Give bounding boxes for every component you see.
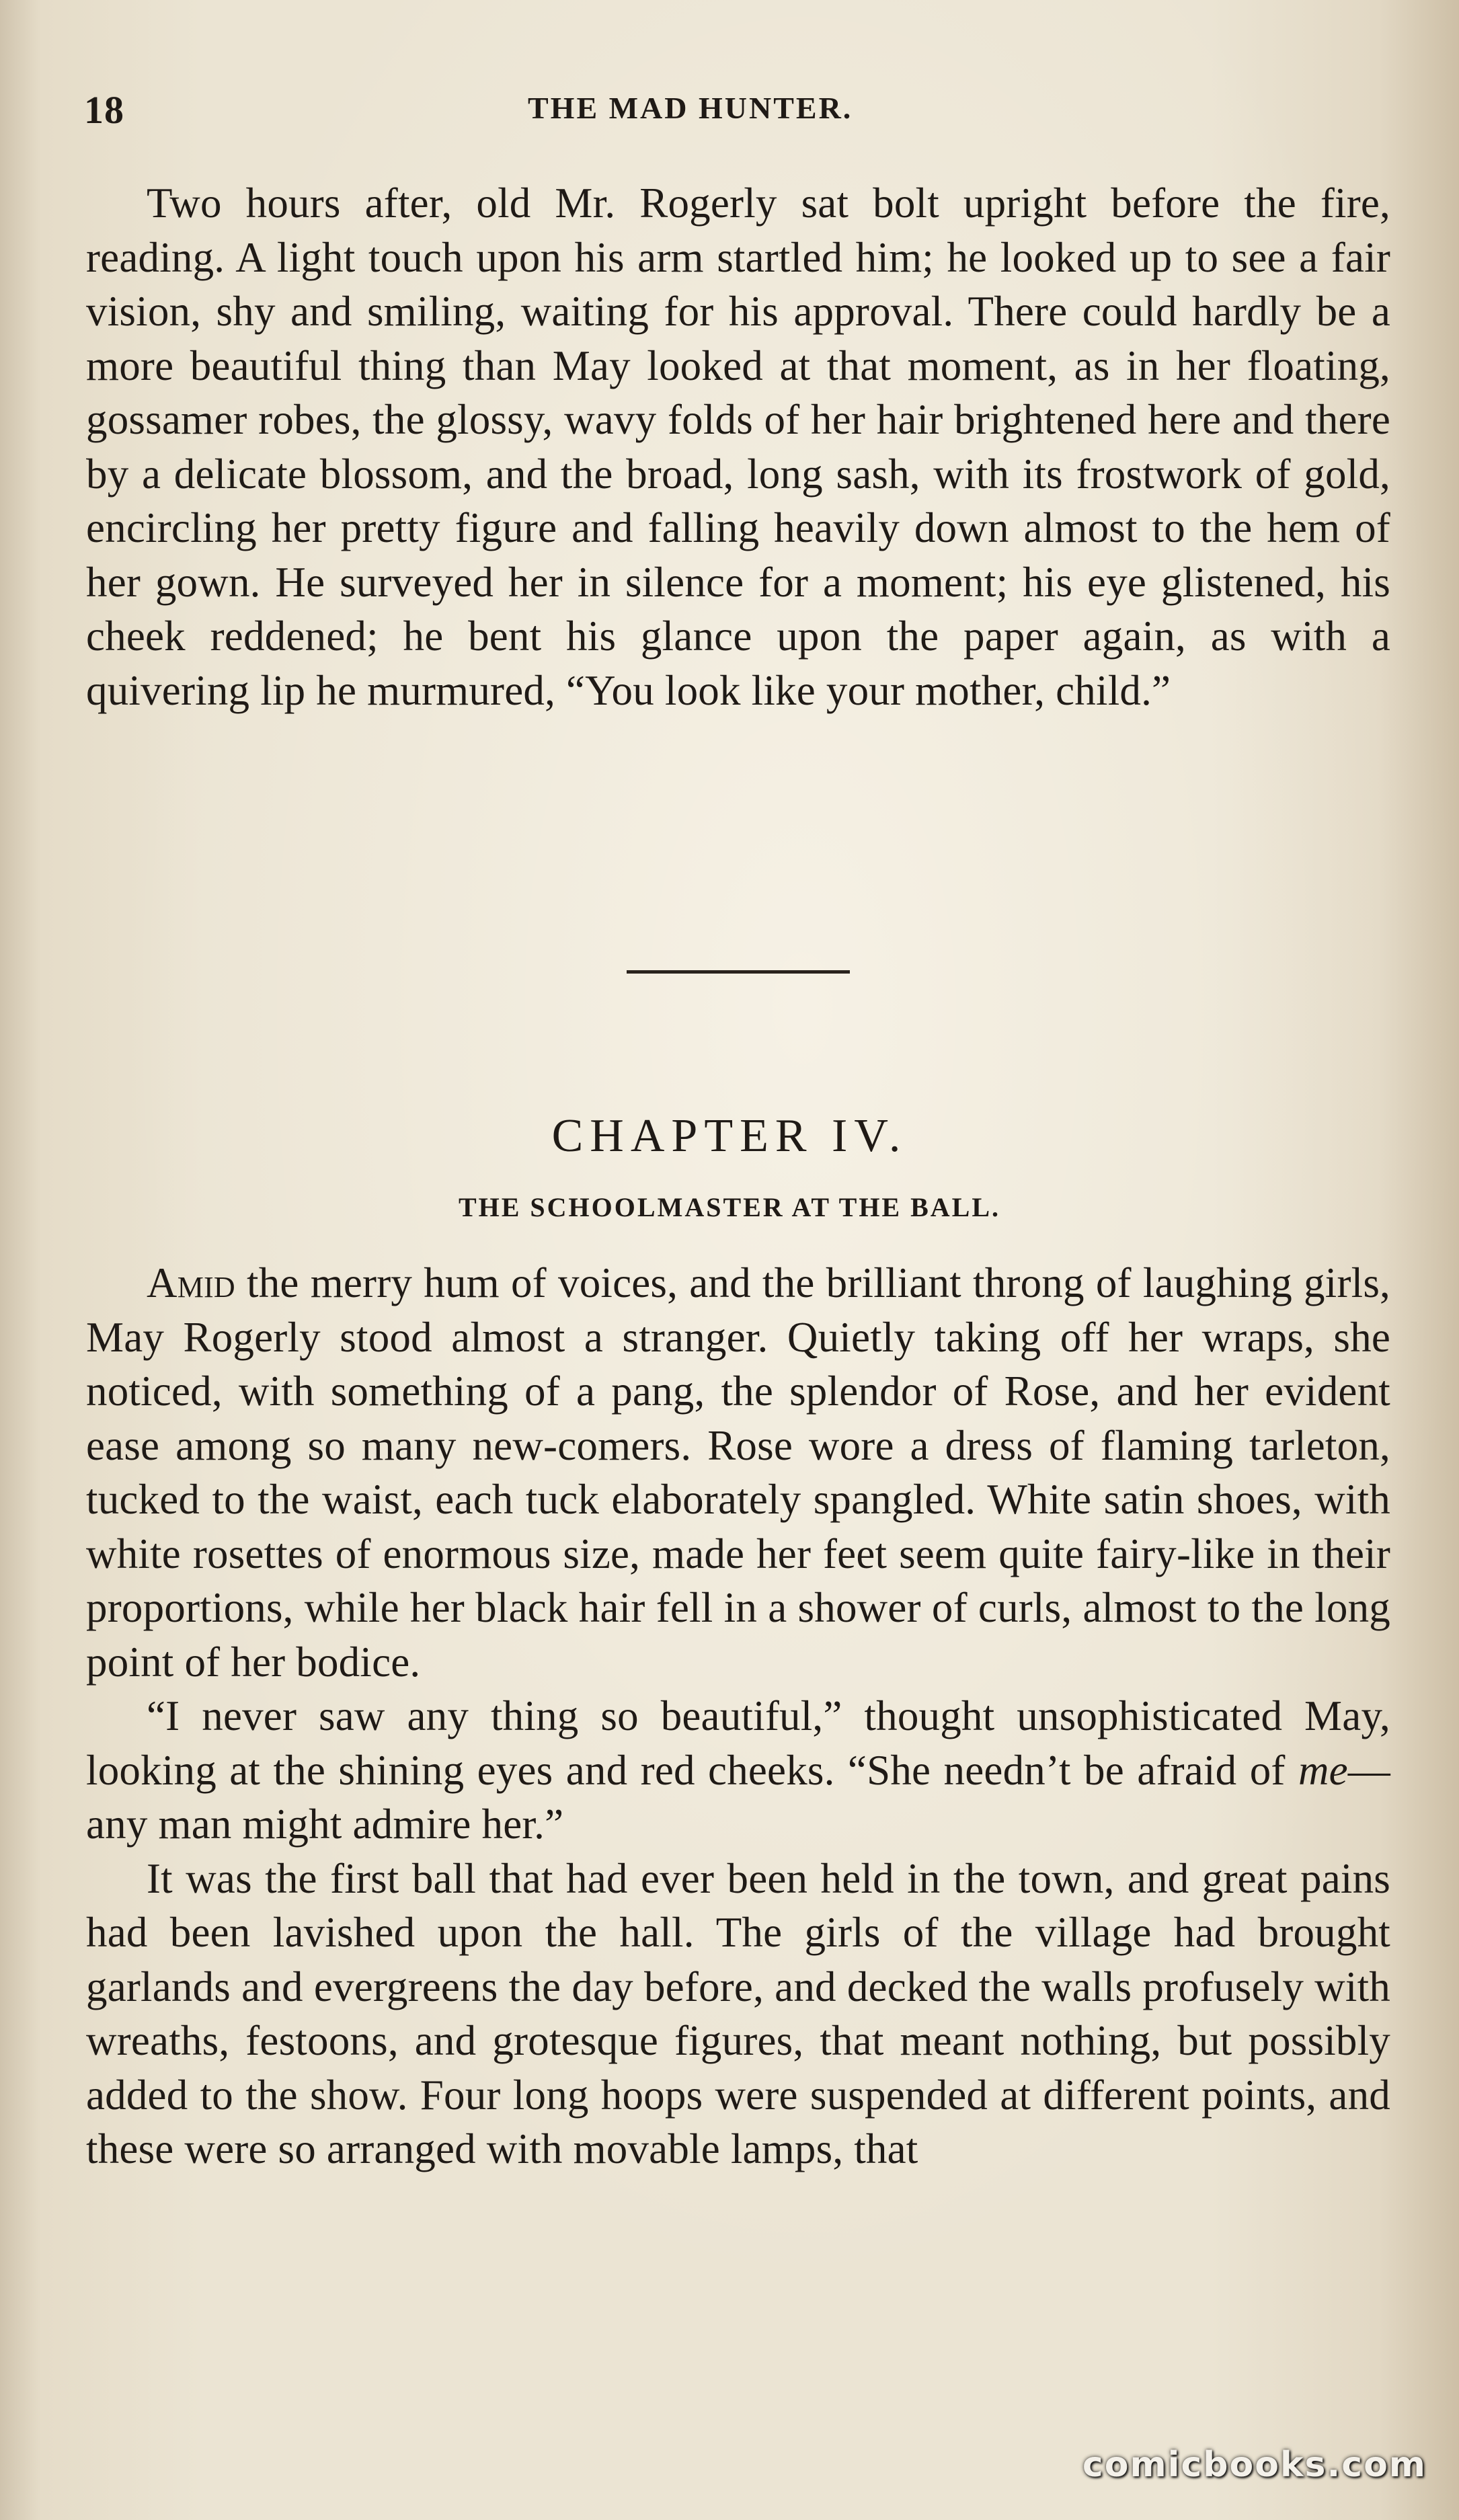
paragraph-text: the merry hum of voices, and the brilliant throng of laughing girls, May Rogerly stood almost a stranger. Quietly taking off her wraps, she noticed, with something of a pang, the splendor of Rose, and her evident ease among so many new-comers. Rose wore a dress of flaming tarleton, tucked to the waist, each tuck elaborately spangled. White satin shoes, with white rosettes of enormous size, made her feet seem quite fairy-like in their proportions, while her black hair fell in a shower of curls, almost to the long point of her bodice. xyxy=(86,1259,1390,1686)
chapter-title: CHAPTER IV. xyxy=(551,1110,908,1162)
page-number: 18 xyxy=(84,88,124,132)
emphasis-text: me xyxy=(1298,1746,1348,1794)
page-header xyxy=(84,81,1392,141)
paragraph: Two hours after, old Mr. Rogerly sat bolt upright before the fire, reading. A light touch upon his arm startled him; he looked up to see a fair vision, shy and smiling, waiting for his approval. There could hardly be a more beautiful thing than May looked at that moment, as in her floating, gossamer robes, the glossy, wavy folds of her hair brightened here and there by a delicate blossom, and the broad, long sash, with its frostwork of gold, encircling her pretty figure and falling heavily down almost to the hem of her gown. He surveyed her in silence for a moment; his eye glistened, his cheek reddened; he bent his glance upon the paper again, as with a quivering lip he murmured, “You look like your mother, child.” xyxy=(86,180,1390,714)
paragraph-text: —any man might admire her.” xyxy=(86,1746,1390,1848)
paragraph-text: “I never saw any thing so beautiful,” thought unsophisticated May, looking at the shining eyes and red cheeks. “She needn’t be afraid of xyxy=(86,1692,1390,1794)
watermark: comicbooks.com xyxy=(1082,2445,1427,2485)
text-block-chapter-body xyxy=(86,1256,1390,2176)
text-block-before-chapter xyxy=(86,176,1390,717)
paragraph: It was the first ball that had ever been held in the town, and great pains had been lavished upon the hall. The girls of the village had brought garlands and evergreens the day before, and decked the walls profusely with wreaths, festoons, and grotesque figures, that meant nothing, but possibly added to the show. Four long hoops were suspended at different points, and these were so arranged with movable lamps, that xyxy=(86,1854,1390,2172)
running-head: THE MAD HUNTER. xyxy=(528,91,853,125)
section-divider-rule xyxy=(627,970,850,974)
paragraph xyxy=(86,1689,1390,1852)
paragraph xyxy=(86,1256,1390,1689)
opening-word: Amid xyxy=(147,1259,235,1306)
chapter-subtitle: THE SCHOOLMASTER AT THE BALL. xyxy=(458,1192,1001,1222)
